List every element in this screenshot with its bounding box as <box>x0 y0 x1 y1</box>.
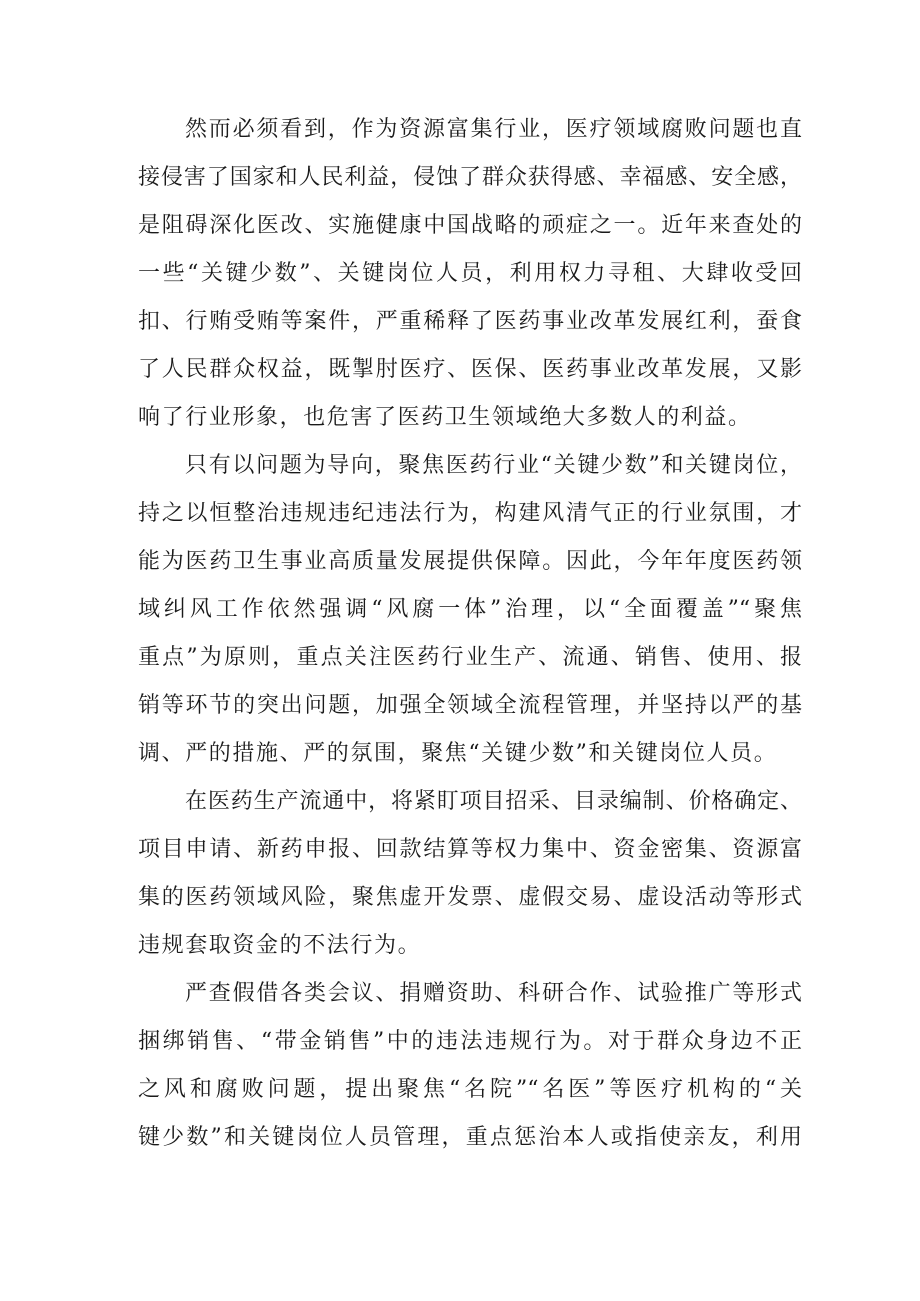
text-line: 键少数”和关键岗位人员管理，重点惩治本人或指使亲友，利用 <box>138 1125 802 1150</box>
text-line: 是阻碍深化医改、实施健康中国战略的顽症之一。近年来查处的 <box>138 213 802 238</box>
text-line: 响了行业形象，也危害了医药卫生领域绝大多数人的利益。 <box>138 405 752 430</box>
body-text <box>138 106 802 1162</box>
text-line: 持之以恒整治违规违纪违法行为，构建风清气正的行业氛围，才 <box>138 501 802 526</box>
text-line: 在医药生产流通中，将紧盯项目招采、目录编制、价格确定、 <box>185 789 802 814</box>
text-line: 捆绑销售、“带金销售”中的违法违规行为。对于群众身边不正 <box>138 1029 802 1054</box>
text-line: 调、严的措施、严的氛围，聚焦“关键少数”和关键岗位人员。 <box>138 741 778 766</box>
text-line: 然而必须看到，作为资源富集行业，医疗领域腐败问题也直 <box>185 117 802 142</box>
text-line: 严查假借各类会议、捐赠资助、科研合作、试验推广等形式 <box>185 981 802 1006</box>
text-line: 只有以问题为导向，聚焦医药行业“关键少数”和关键岗位， <box>185 453 802 478</box>
paragraph-3 <box>138 778 802 970</box>
text-line: 了人民群众权益，既掣肘医疗、医保、医药事业改革发展，又影 <box>138 357 802 382</box>
text-line: 接侵害了国家和人民利益，侵蚀了群众获得感、幸福感、安全感， <box>138 165 802 190</box>
paragraph-4 <box>138 970 802 1162</box>
text-line: 域纠风工作依然强调“风腐一体”治理，以“全面覆盖”“聚焦 <box>138 597 802 622</box>
text-line: 项目申请、新药申报、回款结算等权力集中、资金密集、资源富 <box>138 837 802 862</box>
text-line: 一些“关键少数”、关键岗位人员，利用权力寻租、大肆收受回 <box>138 261 802 286</box>
text-line: 扣、行贿受贿等案件，严重稀释了医药事业改革发展红利，蚕食 <box>138 309 802 334</box>
text-line: 之风和腐败问题，提出聚焦“名院”“名医”等医疗机构的“关 <box>138 1077 802 1102</box>
text-line: 集的医药领域风险，聚焦虚开发票、虚假交易、虚设活动等形式 <box>138 885 802 910</box>
text-line: 违规套取资金的不法行为。 <box>138 933 422 958</box>
paragraph-1 <box>138 106 802 442</box>
paragraph-2 <box>138 442 802 778</box>
text-line: 重点”为原则，重点关注医药行业生产、流通、销售、使用、报 <box>138 645 802 670</box>
text-line: 能为医药卫生事业高质量发展提供保障。因此，今年年度医药领 <box>138 549 802 574</box>
text-line: 销等环节的突出问题，加强全领域全流程管理，并坚持以严的基 <box>138 693 802 718</box>
